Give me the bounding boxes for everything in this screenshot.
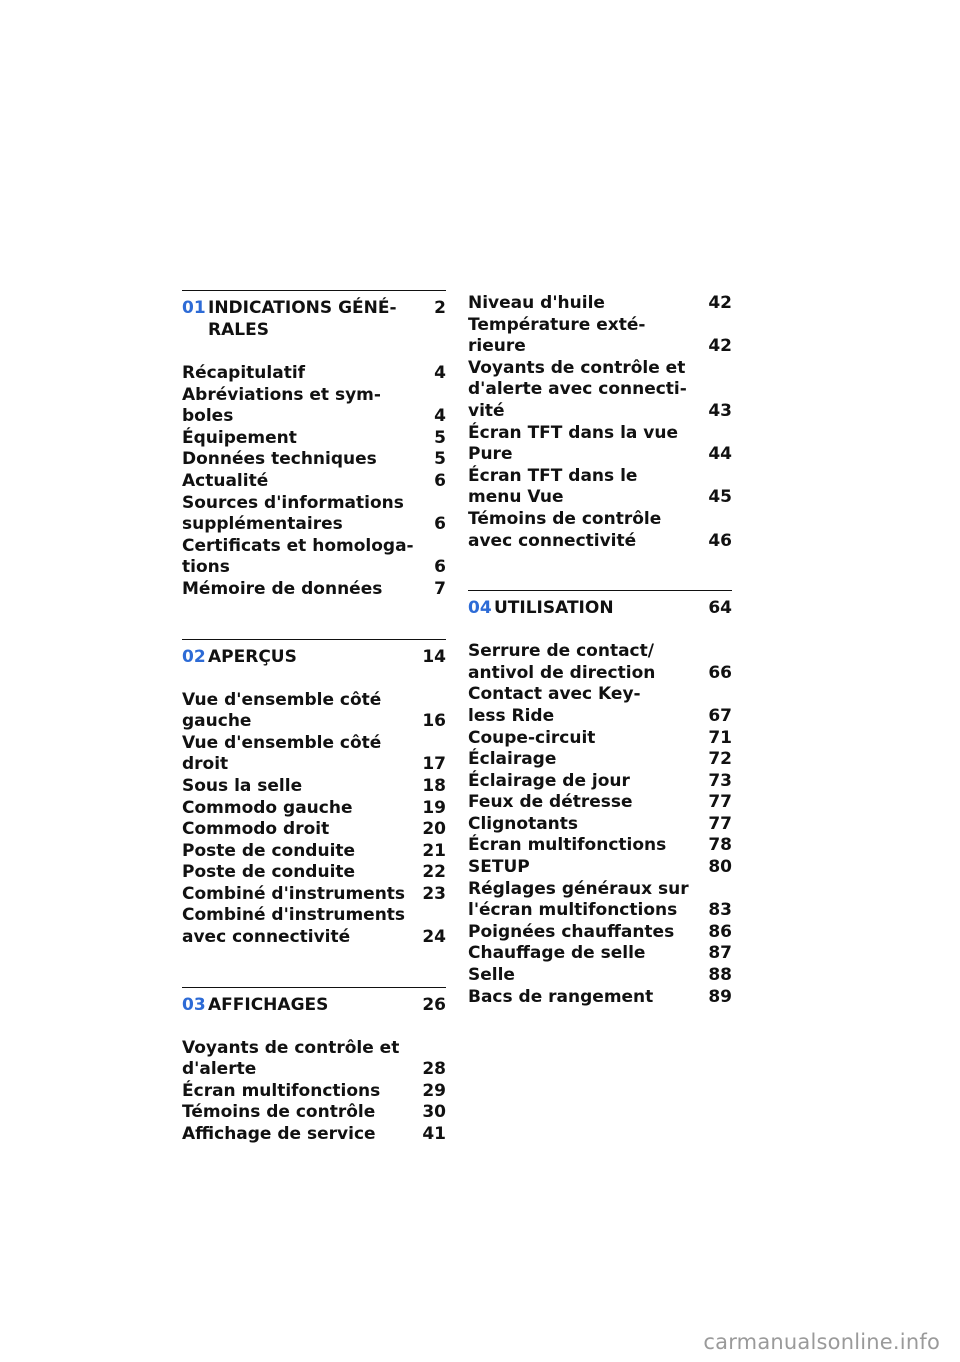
toc-entry-page: 7: [434, 578, 446, 599]
toc-entry-page: 16: [422, 711, 446, 732]
toc-entry[interactable]: [468, 466, 732, 509]
section-number: 04: [468, 598, 492, 619]
toc-entry-label: Écran multifonctions: [182, 1080, 381, 1101]
toc-entry-label: Sous la selle: [182, 775, 303, 796]
toc-entry-page: 4: [434, 363, 446, 383]
toc-entry-page: 6: [434, 470, 446, 491]
toc-entry-label: Vue d'ensemble côté droit: [182, 732, 382, 775]
section-title-line1: UTILISATION: [494, 598, 614, 619]
section-gap: [182, 949, 446, 987]
toc-entry[interactable]: [182, 1102, 446, 1124]
toc-entry-label: Éclairage de jour: [468, 770, 630, 791]
toc-entry-label: Équipement: [182, 427, 297, 448]
toc-entry-label: Clignotants: [468, 813, 579, 834]
toc-entry[interactable]: [468, 684, 732, 727]
toc-entry[interactable]: [182, 385, 446, 428]
toc-entry-label: Niveau d'huile: [468, 293, 605, 313]
toc-entry[interactable]: [468, 509, 732, 552]
toc-entry-page: 72: [708, 749, 732, 770]
toc-entry-label: Combiné d'instruments: [182, 883, 406, 904]
toc-entry[interactable]: [182, 819, 446, 841]
toc-entry[interactable]: [182, 536, 446, 579]
toc-right-column: [468, 293, 732, 1008]
toc-entry-label: Vue d'ensemble côté gauche: [182, 689, 382, 732]
section-gap: [468, 552, 732, 590]
toc-entry[interactable]: [182, 862, 446, 884]
section-title: [208, 646, 422, 668]
section-number: 03: [182, 994, 206, 1015]
toc-entry-page: 46: [708, 530, 732, 551]
toc-entry-page: 17: [422, 754, 446, 775]
toc-entry[interactable]: [182, 428, 446, 450]
section-page-number: 26: [422, 994, 446, 1015]
toc-entry[interactable]: [468, 293, 732, 315]
toc-entry-page: 23: [422, 883, 446, 904]
toc-entry-page: 29: [422, 1080, 446, 1101]
toc-entry-label: Données techniques: [182, 449, 377, 470]
toc-entry-page: 21: [422, 840, 446, 861]
toc-entry-page: 83: [708, 900, 732, 921]
section-number: 02: [182, 646, 206, 667]
section-spacer: [182, 341, 446, 363]
toc-entry[interactable]: [182, 579, 446, 601]
section-gap: [182, 601, 446, 639]
toc-entry[interactable]: [182, 1124, 446, 1146]
toc-entry-page: 45: [708, 487, 732, 508]
toc-entry-label: Commodo gauche: [182, 797, 353, 818]
toc-entry-page: 24: [422, 927, 446, 948]
toc-entry-page: 4: [434, 406, 446, 427]
toc-entry[interactable]: [468, 749, 732, 771]
toc-entry[interactable]: [182, 1038, 446, 1081]
toc-entry-page: 5: [434, 449, 446, 470]
toc-entry-label: Abréviations et sym- boles: [182, 384, 381, 427]
toc-entry-label: Témoins de contrôle avec connectivité: [468, 508, 662, 551]
toc-entry-page: 28: [422, 1059, 446, 1080]
toc-entry[interactable]: [468, 315, 732, 358]
section-rule: [182, 639, 446, 640]
toc-entry-page: 87: [708, 943, 732, 964]
section-rule: [182, 987, 446, 988]
section-title-line1: INDICATIONS GÉNÉ-: [208, 298, 397, 318]
toc-entry[interactable]: [182, 733, 446, 776]
toc-entry-page: 41: [422, 1124, 446, 1145]
section-heading[interactable]: [182, 994, 446, 1016]
toc-entry[interactable]: [182, 690, 446, 733]
toc-entry[interactable]: [182, 776, 446, 798]
section-number: 01: [182, 298, 206, 318]
toc-entry-page: 89: [708, 986, 732, 1007]
toc-entry[interactable]: [468, 771, 732, 793]
toc-entry-page: 18: [422, 775, 446, 796]
toc-entry-label: Chauffage de selle: [468, 943, 646, 964]
toc-entry-label: Affichage de service: [182, 1124, 376, 1145]
section-page-number: 64: [708, 598, 732, 619]
toc-entry-label: Réglages généraux sur l'écran multifonctions: [468, 878, 689, 921]
toc-entry-page: 78: [708, 835, 732, 856]
toc-entry[interactable]: [182, 1081, 446, 1103]
toc-entry-page: 42: [708, 293, 732, 313]
toc-entry-page: 66: [708, 662, 732, 683]
section-heading[interactable]: [468, 597, 732, 619]
toc-entry-page: 44: [708, 444, 732, 465]
section-title: [494, 597, 708, 619]
toc-entry[interactable]: [468, 423, 732, 466]
section-heading[interactable]: [182, 297, 446, 341]
toc-entry-page: 43: [708, 400, 732, 421]
toc-entry-page: 6: [434, 557, 446, 578]
section-title: [208, 994, 422, 1016]
toc-entry[interactable]: [468, 943, 732, 965]
section-title: [208, 297, 434, 341]
toc-entry-page: 20: [422, 819, 446, 840]
toc-entry[interactable]: [182, 905, 446, 948]
toc-entry-label: Contact avec Key- less Ride: [468, 684, 641, 726]
toc-entry-page: 80: [708, 857, 732, 878]
toc-entry-page: 42: [708, 336, 732, 357]
toc-entry-page: 5: [434, 427, 446, 448]
toc-entry-label: Commodo droit: [182, 819, 330, 840]
toc-entry[interactable]: [182, 363, 446, 385]
toc-entry-label: Éclairage: [468, 749, 557, 770]
toc-entry[interactable]: [468, 965, 732, 987]
toc-entry[interactable]: [182, 884, 446, 906]
toc-entry[interactable]: [468, 857, 732, 879]
toc-left-column: [182, 290, 446, 1146]
section-page-number: 2: [434, 298, 446, 318]
toc-entry-page: 86: [708, 921, 732, 942]
toc-entry-label: Voyants de contrôle et d'alerte avec connecti- vité: [468, 357, 687, 421]
toc-entry-label: Combiné d'instruments avec connectivité: [182, 905, 406, 948]
toc-entry-label: Sources d'informations supplémentaires: [182, 492, 404, 535]
toc-entry-label: Poignées chauffantes: [468, 921, 675, 942]
toc-entry[interactable]: [468, 987, 732, 1009]
section-title-line1: AFFICHAGES: [208, 994, 329, 1015]
toc-entry-page: 30: [422, 1102, 446, 1123]
section-page-number: 14: [422, 646, 446, 667]
toc-entry-page: 6: [434, 514, 446, 535]
toc-entry-page: 22: [422, 862, 446, 883]
section-heading[interactable]: [182, 646, 446, 668]
toc-entry-label: Mémoire de données: [182, 578, 383, 599]
toc-entry[interactable]: [468, 728, 732, 750]
toc-entry-label: Récapitulatif: [182, 363, 306, 383]
toc-entry[interactable]: [182, 841, 446, 863]
toc-entry-label: Certificats et homologa- tions: [182, 535, 414, 578]
toc-entry-label: Poste de conduite: [182, 840, 356, 861]
toc-entry-label: Écran multifonctions: [468, 835, 667, 856]
section-title-line1: APERÇUS: [208, 646, 297, 667]
toc-entry-page: 71: [708, 727, 732, 748]
toc-entry-page: 77: [708, 813, 732, 834]
toc-entry-label: Écran TFT dans le menu Vue: [468, 465, 638, 508]
toc-entry[interactable]: [182, 493, 446, 536]
toc-entry[interactable]: [468, 641, 732, 684]
toc-entry-page: 77: [708, 792, 732, 813]
toc-entry-page: 88: [708, 965, 732, 986]
toc-entry[interactable]: [468, 358, 732, 423]
section-spacer: [182, 668, 446, 690]
toc-entry-label: SETUP: [468, 857, 530, 878]
toc-entry-page: 67: [708, 705, 732, 726]
toc-entry-label: Bacs de rangement: [468, 986, 654, 1007]
toc-entry[interactable]: [468, 814, 732, 836]
toc-entry[interactable]: [468, 835, 732, 857]
section-spacer: [468, 619, 732, 641]
watermark: carmanualsonline.info: [703, 1330, 940, 1354]
toc-entry-label: Serrure de contact/ antivol de direction: [468, 641, 656, 683]
toc-entry-label: Voyants de contrôle et d'alerte: [182, 1037, 400, 1080]
toc-entry-label: Coupe-circuit: [468, 727, 596, 748]
toc-entry[interactable]: [182, 449, 446, 471]
toc-entry[interactable]: [468, 792, 732, 814]
section-title-line2: RALES: [208, 320, 269, 340]
toc-entry-label: Écran TFT dans la vue Pure: [468, 422, 679, 465]
toc-entry[interactable]: [182, 471, 446, 493]
section-rule: [468, 590, 732, 591]
toc-entry-label: Température exté- rieure: [468, 314, 646, 357]
toc-entry-label: Poste de conduite: [182, 862, 356, 883]
toc-entry[interactable]: [182, 798, 446, 820]
toc-entry-label: Feux de détresse: [468, 792, 633, 813]
toc-entry-label: Selle: [468, 965, 515, 986]
toc-entry-page: 19: [422, 797, 446, 818]
section-spacer: [182, 1016, 446, 1038]
section-rule: [182, 290, 446, 291]
toc-entry-label: Actualité: [182, 470, 269, 491]
toc-entry-page: 73: [708, 770, 732, 791]
toc-entry[interactable]: [468, 879, 732, 922]
toc-entry[interactable]: [468, 922, 732, 944]
toc-entry-label: Témoins de contrôle: [182, 1102, 376, 1123]
